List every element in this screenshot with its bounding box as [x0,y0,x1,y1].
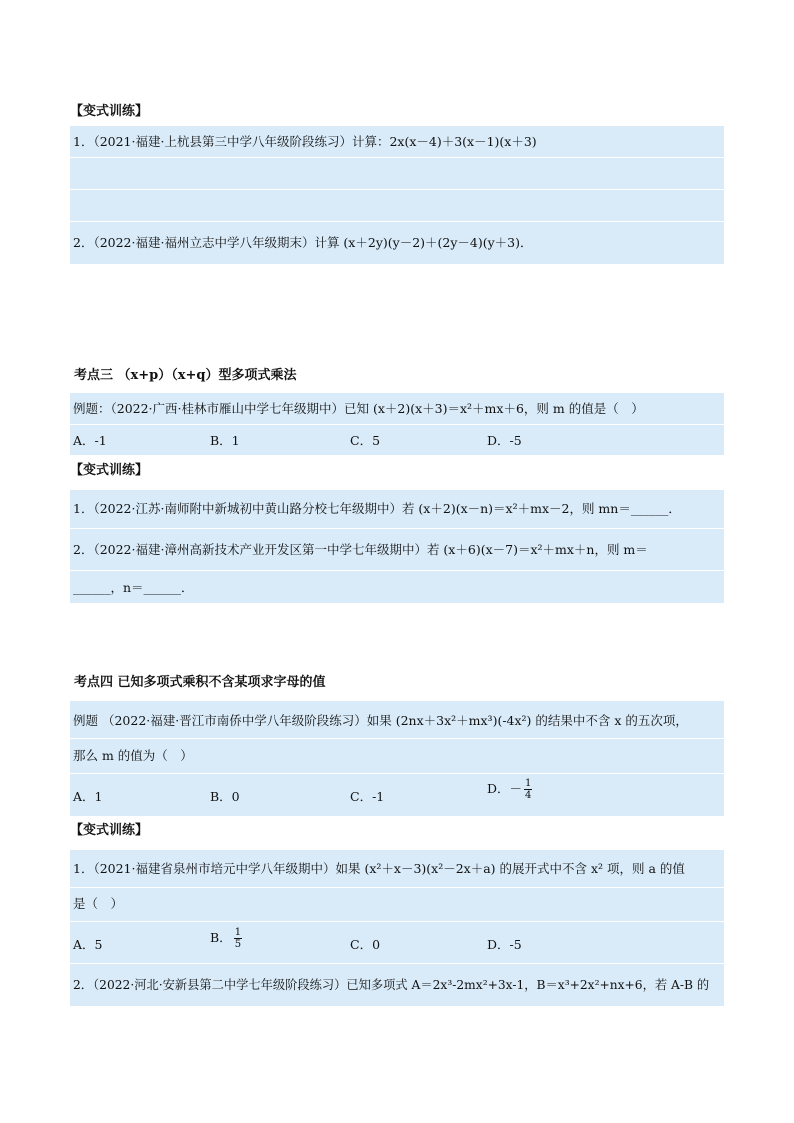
row-divider [70,773,724,774]
row-divider [70,921,724,922]
question-1: 1．（2022·江苏·南师附中新城初中黄山路分校七年级期中）若 (x＋2)(x－n)＝x²＋mx－2，则 mn＝______． [73,501,681,516]
option-d-label: D．－ [487,781,523,796]
row-divider [70,189,724,190]
option-a: A．5 [73,937,103,952]
option-b [210,927,242,950]
fraction [524,778,532,801]
example-question-line-1: 例题 （2022·福建·晋江市南侨中学八年级阶段练习）如果 (2nx＋3x²＋mx³)(-4x²) 的结果中不含 x 的五次项， [73,713,688,728]
option-c: C．0 [350,937,381,952]
row-divider [70,963,724,964]
question-2-line-2: ______，n＝______． [73,580,194,595]
row-divider [70,424,724,425]
option-b-label: B． [210,930,232,945]
option-b: B．1 [210,433,240,448]
question-2: 2．（2022·福建·福州立志中学八年级期末）计算 (x＋2y)(y－2)＋(2y－4)(y＋3)． [73,235,533,250]
row-divider [70,887,724,888]
question-1-line-2: 是（ ） [73,896,124,911]
option-a: A．-1 [73,433,107,448]
option-d [487,778,532,801]
row-divider [70,738,724,739]
option-b: B．0 [210,789,240,804]
option-d: D．-5 [487,433,522,448]
fraction-denominator: 4 [525,790,532,801]
bianshi-label: 【变式训练】 [70,823,149,838]
option-c: C．5 [350,433,381,448]
option-a: A．1 [73,789,103,804]
row-divider [70,528,724,529]
question-1: 1．（2021·福建·上杭县第三中学八年级阶段练习）计算：2x(x－4)＋3(x－1)(x＋3) [73,134,537,149]
bianshi-label: 【变式训练】 [70,463,149,478]
fraction-numerator: 1 [525,778,532,789]
section-title-kaodian-4: 考点四 已知多项式乘积不含某项求字母的值 [74,675,326,690]
row-divider [70,221,724,222]
fraction-denominator: 5 [234,939,242,950]
section-title-kaodian-3: 考点三 （x+p）（x+q）型多项式乘法 [74,368,297,383]
row-divider [70,157,724,158]
example-question: 例题：（2022·广西·桂林市雁山中学七年级期中）已知 (x＋2)(x＋3)＝x²＋mx＋6，则 m 的值是（ ） [73,401,644,416]
fraction-numerator: 1 [234,927,242,938]
question-1-line-1: 1．（2021·福建省泉州市培元中学八年级期中）如果 (x²＋x－3)(x²－2x＋a) 的展开式中不含 x² 项，则 a 的值 [73,861,685,876]
example-question-line-2: 那么 m 的值为（ ） [73,748,193,763]
bianshi-label: 【变式训练】 [70,104,149,119]
option-d: D．-5 [487,937,522,952]
fraction [234,927,242,950]
option-c: C．-1 [350,789,385,804]
row-divider [70,570,724,571]
question-2: 2．（2022·河北·安新县第二中学七年级阶段练习）已知多项式 A＝2x³-2mx²+3x-1，B＝x³+2x²+nx+6，若 A-B 的 [73,978,710,992]
question-2-line-1: 2．（2022·福建·漳州高新技术产业开发区第一中学七年级期中）若 (x＋6)(x－7)＝x²＋mx＋n，则 m＝ [73,542,648,557]
